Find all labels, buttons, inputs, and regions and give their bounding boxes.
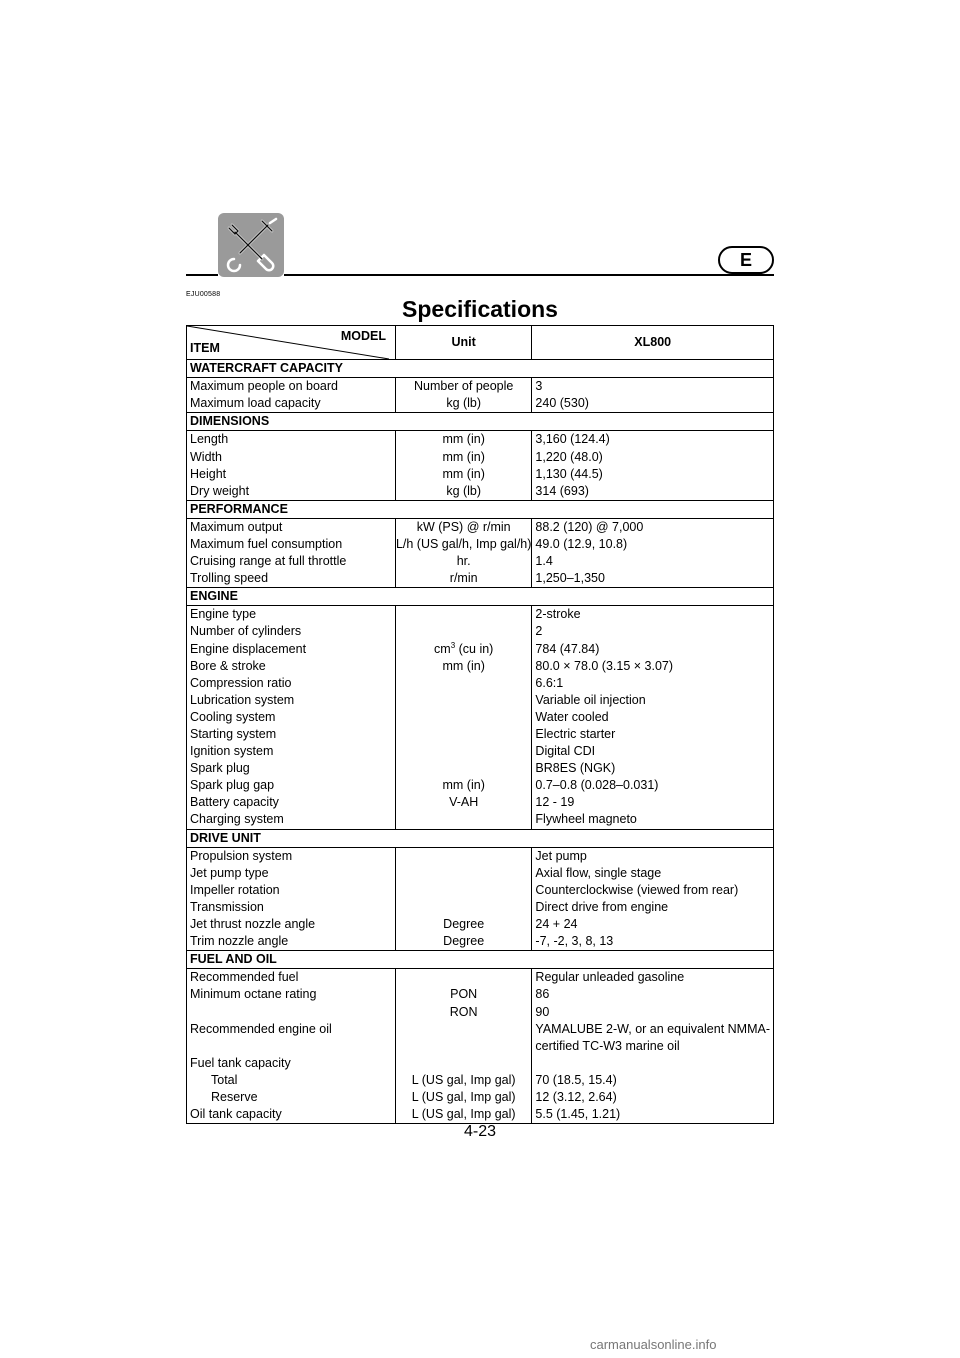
item-cell: Spark plug bbox=[187, 760, 396, 777]
table-row bbox=[187, 794, 774, 811]
table-row bbox=[187, 448, 774, 465]
unit-cell bbox=[395, 726, 531, 743]
value-cell: 3 bbox=[535, 379, 543, 394]
value-cell: Variable oil injection bbox=[535, 692, 646, 707]
section-heading: DIMENSIONS bbox=[187, 413, 774, 431]
language-badge: E bbox=[718, 246, 774, 274]
item-cell: Engine displacement bbox=[187, 641, 396, 658]
item-cell: Height bbox=[187, 466, 396, 483]
value-cell: 2 bbox=[535, 624, 543, 639]
item-cell: Propulsion system bbox=[187, 847, 396, 865]
section-heading: ENGINE bbox=[187, 588, 774, 606]
item-cell: Lubrication system bbox=[187, 692, 396, 709]
item-cell bbox=[187, 1038, 396, 1055]
table-row bbox=[187, 570, 774, 588]
unit-cell bbox=[395, 969, 531, 987]
unit-cell bbox=[395, 760, 531, 777]
value-cell: Counterclockwise (viewed from rear) bbox=[535, 882, 739, 897]
table-row bbox=[187, 933, 774, 951]
table-row bbox=[187, 916, 774, 933]
item-cell: Jet pump type bbox=[187, 865, 396, 882]
value-cell: Water cooled bbox=[535, 709, 609, 724]
item-cell: Transmission bbox=[187, 899, 396, 916]
table-section-row bbox=[187, 588, 774, 606]
table-row bbox=[187, 777, 774, 794]
unit-header-cell: Unit bbox=[395, 326, 531, 360]
section-heading: DRIVE UNIT bbox=[187, 829, 774, 847]
section-heading: WATERCRAFT CAPACITY bbox=[187, 360, 774, 378]
item-cell: Battery capacity bbox=[187, 794, 396, 811]
unit-cell: Degree bbox=[395, 933, 531, 951]
header-rule-right bbox=[284, 274, 774, 276]
unit-cell: mm (in) bbox=[395, 658, 531, 675]
model-label: MODEL bbox=[340, 329, 386, 343]
value-cell: Direct drive from engine bbox=[535, 899, 669, 914]
table-row bbox=[187, 882, 774, 899]
table-row bbox=[187, 395, 774, 413]
value-cell: Axial flow, single stage bbox=[535, 865, 662, 880]
value-cell: 1,250–1,350 bbox=[535, 571, 605, 586]
unit-cell bbox=[395, 899, 531, 916]
table-header-row bbox=[187, 326, 774, 360]
table-row bbox=[187, 709, 774, 726]
value-cell: YAMALUBE 2-W, or an equivalent NMMA- bbox=[535, 1021, 770, 1036]
item-cell: Maximum load capacity bbox=[187, 395, 396, 413]
value-cell: 240 (530) bbox=[535, 396, 589, 411]
unit-cell bbox=[395, 865, 531, 882]
table-row bbox=[187, 692, 774, 709]
value-cell: 1,130 (44.5) bbox=[535, 466, 603, 481]
section-heading: FUEL AND OIL bbox=[187, 951, 774, 969]
unit-cell: L/h (US gal/h, Imp gal/h) bbox=[395, 536, 531, 553]
item-cell: Maximum fuel consumption bbox=[187, 536, 396, 553]
item-cell: Width bbox=[187, 448, 396, 465]
unit-cell: Number of people bbox=[395, 378, 531, 396]
unit-cell: Degree bbox=[395, 916, 531, 933]
value-cell: Flywheel magneto bbox=[535, 812, 637, 827]
unit-cell: hr. bbox=[395, 553, 531, 570]
item-cell: Cooling system bbox=[187, 709, 396, 726]
item-cell: Cruising range at full throttle bbox=[187, 553, 396, 570]
item-cell: Jet thrust nozzle angle bbox=[187, 916, 396, 933]
unit-cell: V-AH bbox=[395, 794, 531, 811]
item-cell: Bore & stroke bbox=[187, 658, 396, 675]
value-cell: -7, -2, 3, 8, 13 bbox=[535, 934, 614, 949]
wrench-screwdriver-icon bbox=[218, 213, 284, 277]
table-row bbox=[187, 658, 774, 675]
item-cell: Impeller rotation bbox=[187, 882, 396, 899]
unit-cell: mm (in) bbox=[395, 448, 531, 465]
value-cell: 6.6:1 bbox=[535, 675, 564, 690]
unit-cell: L (US gal, Imp gal) bbox=[395, 1106, 531, 1124]
watermark: carmanualsonline.info bbox=[590, 1337, 717, 1352]
item-cell: Spark plug gap bbox=[187, 777, 396, 794]
table-row bbox=[187, 466, 774, 483]
value-cell: 12 - 19 bbox=[535, 795, 575, 810]
item-cell: Dry weight bbox=[187, 483, 396, 501]
unit-cell bbox=[395, 692, 531, 709]
table-row bbox=[187, 536, 774, 553]
unit-cell: L (US gal, Imp gal) bbox=[395, 1072, 531, 1089]
unit-cell bbox=[395, 743, 531, 760]
table-row bbox=[187, 518, 774, 536]
item-cell: Ignition system bbox=[187, 743, 396, 760]
value-cell: 5.5 (1.45, 1.21) bbox=[535, 1107, 621, 1122]
model-item-header-cell bbox=[187, 326, 396, 360]
page-title: Specifications bbox=[402, 296, 558, 322]
value-cell: 784 (47.84) bbox=[535, 641, 600, 656]
unit-cell: r/min bbox=[395, 570, 531, 588]
item-cell: Reserve bbox=[187, 1089, 396, 1106]
unit-cell: mm (in) bbox=[395, 777, 531, 794]
page-number: 4-23 bbox=[463, 1123, 497, 1140]
item-cell bbox=[187, 1003, 396, 1020]
unit-cell: kg (lb) bbox=[395, 395, 531, 413]
value-cell: 70 (18.5, 15.4) bbox=[535, 1072, 617, 1087]
item-cell: Number of cylinders bbox=[187, 623, 396, 640]
table-row bbox=[187, 899, 774, 916]
item-cell: Trim nozzle angle bbox=[187, 933, 396, 951]
item-cell: Recommended engine oil bbox=[187, 1021, 396, 1038]
value-cell bbox=[532, 1055, 774, 1072]
value-cell: 1.4 bbox=[535, 554, 553, 569]
value-cell: Electric starter bbox=[535, 727, 616, 742]
unit-cell bbox=[395, 623, 531, 640]
unit-cell: mm (in) bbox=[395, 466, 531, 483]
table-row bbox=[187, 1003, 774, 1020]
value-cell: 12 (3.12, 2.64) bbox=[535, 1089, 617, 1104]
value-cell: 90 bbox=[535, 1004, 550, 1019]
unit-cell bbox=[395, 1055, 531, 1072]
table-row bbox=[187, 811, 774, 829]
unit-cell bbox=[395, 709, 531, 726]
value-cell: 86 bbox=[535, 987, 550, 1002]
unit-cell: L (US gal, Imp gal) bbox=[395, 1089, 531, 1106]
specifications-table bbox=[186, 325, 774, 1124]
unit-superscript: 3 bbox=[450, 640, 456, 650]
table-row bbox=[187, 606, 774, 624]
table-row bbox=[187, 986, 774, 1003]
unit-cell bbox=[395, 606, 531, 624]
table-row bbox=[187, 743, 774, 760]
unit-text: cm bbox=[434, 641, 451, 656]
table-section-row bbox=[187, 951, 774, 969]
unit-text-suffix: (cu in) bbox=[455, 641, 494, 656]
item-cell: Charging system bbox=[187, 811, 396, 829]
value-cell: 2-stroke bbox=[535, 607, 581, 622]
item-cell: Total bbox=[187, 1072, 396, 1089]
table-row bbox=[187, 1021, 774, 1038]
item-cell: Trolling speed bbox=[187, 570, 396, 588]
table-row bbox=[187, 1055, 774, 1072]
value-cell: 24 + 24 bbox=[535, 917, 578, 932]
table-row bbox=[187, 675, 774, 692]
table-row bbox=[187, 623, 774, 640]
document-code: EJU00588 bbox=[186, 291, 221, 298]
table-row bbox=[187, 1089, 774, 1106]
item-cell: Maximum people on board bbox=[187, 378, 396, 396]
table-section-row bbox=[187, 360, 774, 378]
unit-cell: PON bbox=[395, 986, 531, 1003]
table-row bbox=[187, 969, 774, 987]
unit-cell: mm (in) bbox=[395, 431, 531, 449]
table-row bbox=[187, 1038, 774, 1055]
table-section-row bbox=[187, 829, 774, 847]
table-row bbox=[187, 847, 774, 865]
value-cell: 1,220 (48.0) bbox=[535, 449, 603, 464]
value-cell: 0.7–0.8 (0.028–0.031) bbox=[535, 778, 659, 793]
value-cell: 88.2 (120) @ 7,000 bbox=[535, 519, 644, 534]
item-cell: Engine type bbox=[187, 606, 396, 624]
table-row bbox=[187, 1106, 774, 1124]
table-section-row bbox=[187, 413, 774, 431]
unit-cell bbox=[395, 882, 531, 899]
unit-cell bbox=[395, 1038, 531, 1055]
item-cell: Fuel tank capacity bbox=[187, 1055, 396, 1072]
value-cell: BR8ES (NGK) bbox=[535, 761, 616, 776]
header-rule-left bbox=[186, 274, 218, 276]
value-cell: 3,160 (124.4) bbox=[535, 432, 610, 447]
table-row bbox=[187, 726, 774, 743]
value-cell: 80.0 × 78.0 (3.15 × 3.07) bbox=[535, 658, 674, 673]
unit-cell bbox=[395, 675, 531, 692]
value-cell: certified TC-W3 marine oil bbox=[535, 1038, 680, 1053]
value-cell: Jet pump bbox=[535, 848, 587, 863]
item-cell: Starting system bbox=[187, 726, 396, 743]
item-cell: Minimum octane rating bbox=[187, 986, 396, 1003]
unit-cell: kW (PS) @ r/min bbox=[395, 518, 531, 536]
table-row bbox=[187, 378, 774, 396]
unit-cell: RON bbox=[395, 1003, 531, 1020]
table-row bbox=[187, 760, 774, 777]
model-name-header-cell: XL800 bbox=[532, 326, 774, 360]
table-row bbox=[187, 641, 774, 658]
unit-cell bbox=[395, 847, 531, 865]
value-cell: Digital CDI bbox=[535, 744, 596, 759]
table-row bbox=[187, 431, 774, 449]
item-cell: Compression ratio bbox=[187, 675, 396, 692]
value-cell: 49.0 (12.9, 10.8) bbox=[535, 536, 628, 551]
item-cell: Oil tank capacity bbox=[187, 1106, 396, 1124]
item-cell: Length bbox=[187, 431, 396, 449]
section-heading: PERFORMANCE bbox=[187, 500, 774, 518]
item-cell: Recommended fuel bbox=[187, 969, 396, 987]
item-label: ITEM bbox=[190, 341, 220, 355]
unit-cell: kg (lb) bbox=[395, 483, 531, 501]
table-row bbox=[187, 865, 774, 882]
table-row bbox=[187, 1072, 774, 1089]
value-cell: 314 (693) bbox=[535, 483, 589, 498]
unit-cell bbox=[395, 811, 531, 829]
value-cell: Regular unleaded gasoline bbox=[535, 970, 685, 985]
table-section-row bbox=[187, 500, 774, 518]
item-cell: Maximum output bbox=[187, 518, 396, 536]
table-row bbox=[187, 553, 774, 570]
unit-cell bbox=[395, 641, 531, 658]
unit-cell bbox=[395, 1021, 531, 1038]
table-row bbox=[187, 483, 774, 501]
